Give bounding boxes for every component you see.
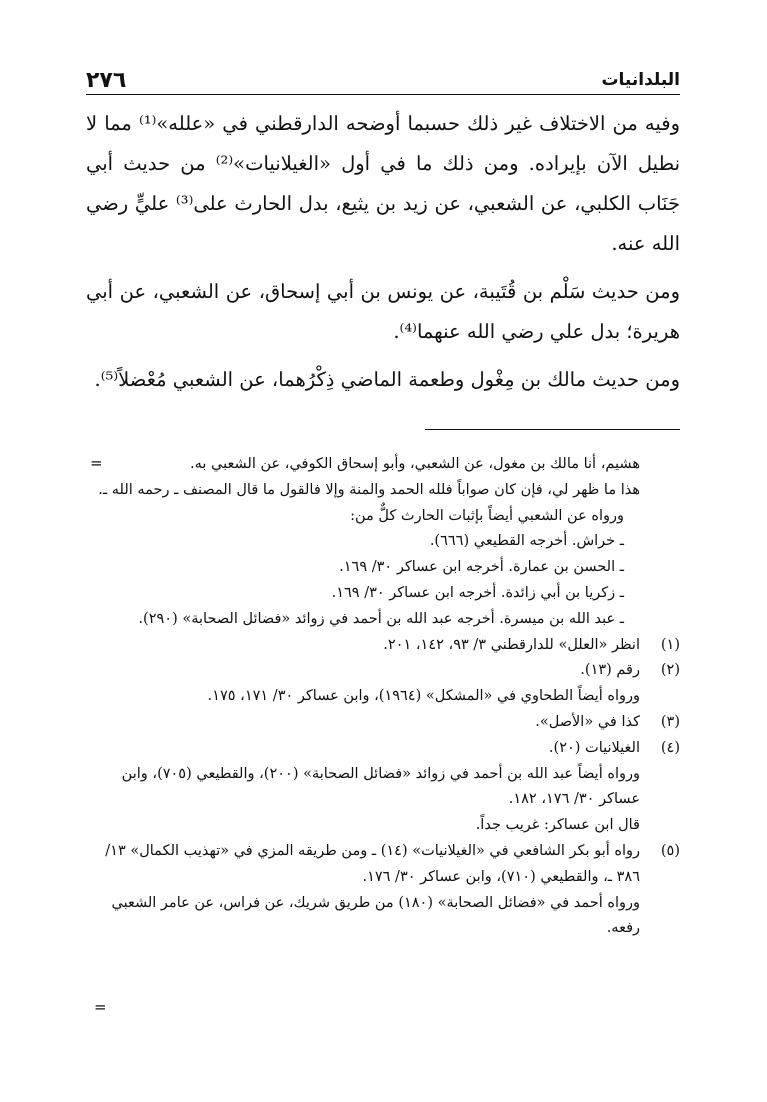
footnote-text: رقم (١٣). [580,662,640,679]
footnote-text: انظر «العلل» للدارقطني ٣/ ٩٣، ١٤٢، ٢٠١. [383,636,640,653]
footnote-label: (٥) [660,842,680,859]
running-title: البلدانيات [601,70,680,90]
footnote-text: كذا في «الأصل». [535,713,640,730]
footnote-line: ـ الحسن بن عمارة. أخرجه ابن عساكر ٣٠/ ١٦٩. [339,559,624,576]
footnotes [86,452,680,942]
main-paragraph: ومن حديث سَلْم بن قُتَيبة، عن يونس بن أبي إسحاق، عن الشعبي، عن أبي هريرة؛ بدل علي رضي الله عنهما⁽⁴⁾. [86,280,680,343]
footnote-line: ـ زكريا بن أبي زائدة. أخرجه ابن عساكر ٣٠/ ١٦٩. [331,584,624,601]
footnote-3 [86,710,680,736]
footnote-text: ورواه أيضاً عبد الله بن أحمد في زوائد «فضائل الصحابة» (٢٠٠)، والقطيعي (٧٠٥)، وابن عساكر ٣٠/ ١٧٦، ١٨٢. [121,765,640,808]
header-rule [86,94,680,95]
footnote-text: ورواه أيضاً الطحاوي في «المشكل» (١٩٦٤)، وابن عساكر ٣٠/ ١٧١، ١٧٥. [207,688,640,705]
footnote-line: ـ خراش. أخرجه القطيعي (٦٦٦). [429,533,624,550]
running-head [86,68,680,93]
footnote-5 [86,839,680,891]
footnote-label: (٢) [660,662,680,679]
footnote-label: (١) [660,636,680,653]
footnote-text: الغيلانيات (٢٠). [548,739,640,756]
main-paragraph: ومن حديث مالك بن مِغْول وطعمة الماضي ذِكْرُهما، عن الشعبي مُعْضلاً⁽⁵⁾. [94,368,680,391]
footnote-line: هشيم، أنا مالك بن مغول، عن الشعبي، وأبو إسحاق الكوفي، عن الشعبي به. [189,456,640,472]
footnote-label: (٣) [660,713,680,730]
footnote-text: رواه أبو بكر الشافعي في «الغيلانيات» (١٤) ـ ومن طريقه المزي في «تهذيب الكمال» ١٣/ ٣٨٦ ـ، والقطيعي (٧١٠)، وابن عساكر ٣٠/ ١٧٦. [105,842,640,885]
continued-mark: = [94,998,107,1016]
continued-mark: = [90,454,103,472]
footnote-1 [86,633,680,659]
page-number: ٢٧٦ [86,68,127,93]
footnote-text: ورواه أحمد في «فضائل الصحابة» (١٨٠) من طريق شريك، عن فراس، عن عامر الشعبي رفعه. [111,894,640,937]
footnote-4 [86,736,680,762]
footnote-line: ـ عبد الله بن ميسرة. أخرجه عبد الله بن أحمد في زوائد «فضائل الصحابة» (٢٩٠). [138,610,624,627]
main-text [86,104,680,400]
footnote-2 [86,658,680,684]
footnote-rule [425,429,680,430]
footnote-line: ورواه عن الشعبي أيضاً بإثبات الحارث كلٌّ من: [350,507,624,524]
main-paragraph: وفيه من الاختلاف غير ذلك حسبما أوضحه الدارقطني في «علله»⁽¹⁾ مما لا نطيل الآن بإيراده. ومن ذلك ما في أول «الغيلانيات»⁽²⁾ من حديث أبي جَنَاب الكلبي، عن الشعبي، عن زيد بن يثيع، بدل الحارث على⁽³⁾ عليٍّ رضي الله عنه. [86,112,681,255]
footnote-label: (٤) [660,739,680,756]
footnote-line: هذا ما ظهر لي، فإن كان صواباً فلله الحمد والمنة وإلا فالقول ما قال المصنف ـ رحمه الله ـ. [98,481,640,498]
footnote-text: قال ابن عساكر: غريب جداً. [475,817,640,834]
